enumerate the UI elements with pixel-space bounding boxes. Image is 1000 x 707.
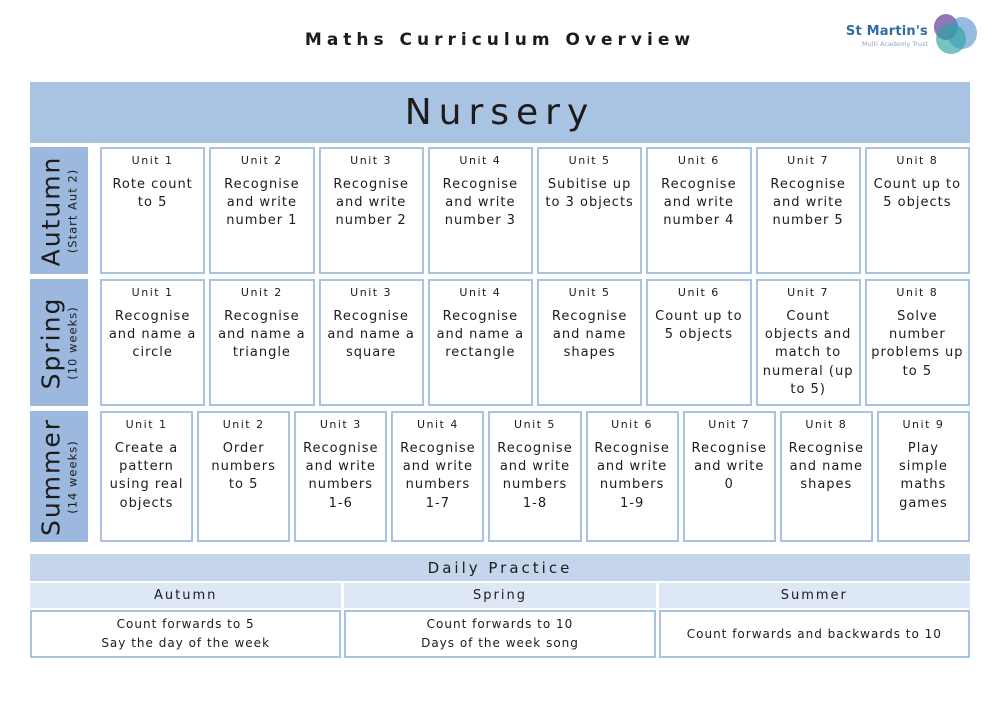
- summer-unit-cards: [100, 411, 970, 542]
- unit-number: Unit 4: [459, 154, 502, 167]
- daily-practice-cell-autumn: [30, 610, 341, 658]
- unit-card: [877, 411, 970, 542]
- autumn-unit-cards: [100, 147, 970, 274]
- unit-text: Recognise and write number 4: [661, 177, 737, 229]
- unit-card: [391, 411, 484, 542]
- unit-text: Subitise up to 3 objects: [545, 177, 634, 211]
- unit-card: [646, 147, 751, 274]
- unit-card: [756, 147, 861, 274]
- unit-text: Order numbers to 5: [211, 441, 276, 493]
- term-name: Summer: [36, 417, 66, 536]
- unit-text: Recognise and write numbers 1-8: [497, 441, 573, 511]
- unit-text: Solve number problems up to 5: [871, 309, 964, 379]
- unit-number: Unit 5: [568, 154, 611, 167]
- unit-text: Play simple maths games: [898, 441, 948, 511]
- daily-practice-section: [30, 554, 970, 658]
- unit-card: [428, 147, 533, 274]
- term-label-rotated-text: [38, 417, 79, 535]
- unit-text: Recognise and write 0: [691, 441, 767, 493]
- daily-practice-header-autumn: Autumn: [30, 583, 341, 608]
- unit-card: [780, 411, 873, 542]
- unit-text: Recognise and write numbers 1-6: [303, 441, 379, 511]
- unit-card: [209, 279, 314, 406]
- logo-text: [846, 24, 928, 48]
- unit-card: [319, 279, 424, 406]
- daily-practice-line: Count forwards to 5: [116, 617, 255, 632]
- unit-text: Recognise and name a circle: [108, 309, 197, 361]
- year-group-banner: [30, 82, 970, 143]
- unit-card: [865, 279, 970, 406]
- spring-unit-cards: [100, 279, 970, 406]
- unit-text: Recognise and write numbers 1-9: [594, 441, 670, 511]
- term-label-rotated-text: [38, 296, 79, 389]
- unit-card: [197, 411, 290, 542]
- daily-practice-header-spring: Spring: [344, 583, 655, 608]
- unit-number: Unit 1: [125, 418, 168, 431]
- term-name: Autumn: [36, 155, 66, 266]
- term-label-summer: [30, 411, 88, 542]
- unit-text: Count objects and match to numeral (up to 5): [762, 309, 854, 397]
- unit-card: [209, 147, 314, 274]
- term-label-autumn: [30, 147, 88, 274]
- term-name: Spring: [36, 296, 66, 389]
- unit-number: Unit 4: [459, 286, 502, 299]
- unit-text: Count up to 5 objects: [655, 309, 743, 343]
- unit-number: Unit 7: [708, 418, 751, 431]
- unit-number: Unit 8: [805, 418, 848, 431]
- logo-subtitle: Multi Academy Trust: [862, 40, 928, 48]
- unit-number: Unit 3: [350, 154, 393, 167]
- unit-card: [428, 279, 533, 406]
- unit-text: Recognise and name a triangle: [218, 309, 306, 361]
- unit-card: [100, 411, 193, 542]
- unit-card: [319, 147, 424, 274]
- school-logo: [846, 14, 978, 58]
- unit-text: Recognise and name shapes: [788, 441, 865, 493]
- document-title: Maths Curriculum Overview: [304, 30, 696, 50]
- unit-card: [586, 411, 679, 542]
- unit-number: Unit 9: [902, 418, 945, 431]
- daily-practice-title: Daily Practice: [30, 554, 970, 581]
- term-note: (10 weeks): [65, 305, 80, 380]
- unit-number: Unit 8: [896, 154, 939, 167]
- unit-card: [294, 411, 387, 542]
- unit-text: Recognise and write number 2: [333, 177, 409, 229]
- unit-card: [646, 279, 751, 406]
- daily-practice-line: Count forwards and backwards to 10: [686, 626, 942, 641]
- unit-text: Recognise and write number 5: [770, 177, 846, 229]
- unit-card: [683, 411, 776, 542]
- unit-number: Unit 2: [240, 286, 283, 299]
- unit-number: Unit 3: [350, 286, 393, 299]
- term-label-spring: [30, 279, 88, 406]
- daily-practice-cells: [30, 610, 970, 658]
- unit-number: Unit 5: [514, 418, 556, 431]
- logo-circles-icon: [932, 14, 978, 58]
- unit-number: Unit 5: [568, 286, 611, 299]
- unit-text: Recognise and write numbers 1-7: [400, 441, 476, 511]
- unit-card: [100, 147, 205, 274]
- unit-text: Create a pattern using real objects: [109, 441, 184, 511]
- unit-number: Unit 7: [787, 286, 830, 299]
- term-note: (14 weeks): [65, 439, 80, 514]
- unit-number: Unit 1: [131, 154, 174, 167]
- unit-number: Unit 4: [416, 418, 459, 431]
- unit-number: Unit 2: [222, 418, 265, 431]
- term-note: (Start Aut 2): [65, 168, 80, 253]
- year-group-title: Nursery: [404, 92, 596, 133]
- unit-card: [488, 411, 581, 542]
- unit-card: [756, 279, 861, 406]
- unit-text: Recognise and name shapes: [551, 309, 628, 361]
- unit-number: Unit 6: [677, 286, 720, 299]
- daily-practice-headers: [30, 583, 970, 608]
- term-row-autumn: [30, 147, 970, 274]
- term-row-summer: [30, 411, 970, 542]
- daily-practice-cell-spring: [344, 610, 655, 658]
- unit-number: Unit 3: [319, 418, 362, 431]
- unit-number: Unit 8: [896, 286, 939, 299]
- unit-text: Recognise and name a rectangle: [436, 309, 525, 361]
- unit-text: Count up to 5 objects: [873, 177, 962, 211]
- unit-text: Recognise and name a square: [327, 309, 415, 361]
- unit-card: [537, 147, 642, 274]
- top-header: [0, 0, 1000, 82]
- daily-practice-line: Count forwards to 10: [426, 617, 574, 632]
- unit-number: Unit 6: [677, 154, 720, 167]
- unit-number: Unit 7: [787, 154, 830, 167]
- unit-number: Unit 6: [611, 418, 654, 431]
- term-label-rotated-text: [38, 155, 79, 266]
- unit-text: Recognise and write number 1: [224, 177, 300, 229]
- daily-practice-header-summer: Summer: [659, 583, 970, 608]
- unit-text: Rote count to 5: [112, 177, 193, 211]
- logo-name: St Martin's: [845, 24, 928, 39]
- daily-practice-cell-summer: [659, 610, 970, 658]
- logo-circle-teal-icon: [936, 24, 966, 54]
- unit-number: Unit 1: [131, 286, 174, 299]
- unit-text: Recognise and write number 3: [442, 177, 519, 229]
- unit-card: [100, 279, 205, 406]
- unit-card: [865, 147, 970, 274]
- term-row-spring: [30, 279, 970, 406]
- unit-number: Unit 2: [240, 154, 283, 167]
- curriculum-grid: [30, 147, 970, 542]
- daily-practice-line: Days of the week song: [421, 636, 579, 650]
- unit-card: [537, 279, 642, 406]
- daily-practice-line: Say the day of the week: [101, 636, 271, 650]
